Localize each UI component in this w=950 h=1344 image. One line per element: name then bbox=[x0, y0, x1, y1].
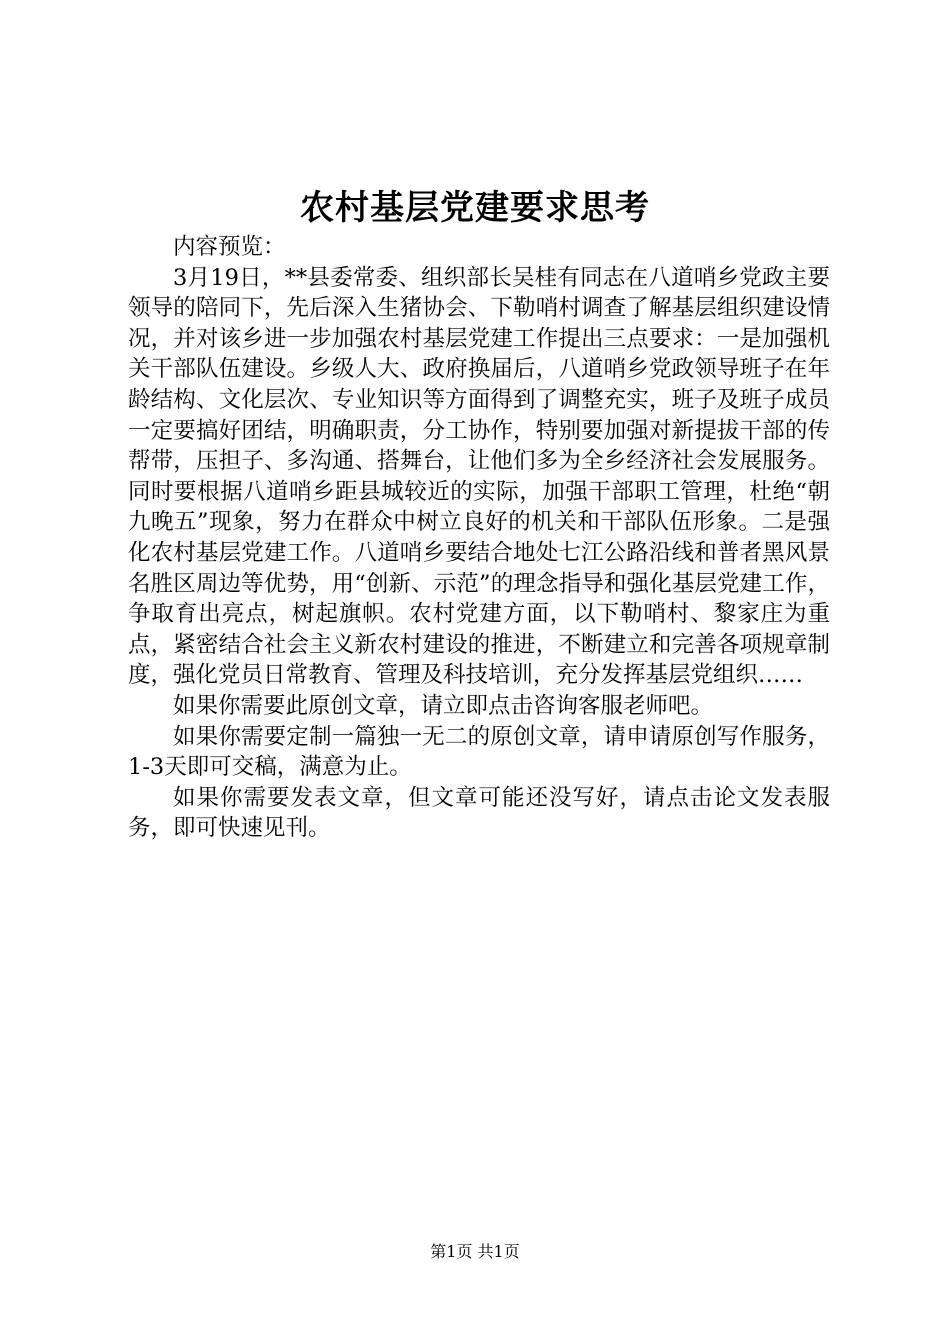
body-paragraph-publish-service: 如果你需要发表文章，但文章可能还没写好，请点击论文发表服务，即可快速见刊。 bbox=[128, 784, 830, 842]
body-paragraph-main: 3月19日，**县委常委、组织部长吴桂有同志在八道哨乡党政主要领导的陪同下，先后深入生猪协会、下勒哨村调查了解基层组织建设情况，并对该乡进一步加强农村基层党建工作提出三点要求：一是加强机关干部队伍建设。乡级人大、政府换届后，八道哨乡党政领导班子在年龄结构、文化层次、专业知识等方面得到了调整充实，班子及班子成员一定要搞好团结，明确职责，分工协作，特别要加强对新提拔干部的传帮带，压担子、多沟通、搭舞台，让他们多为全乡经济社会发展服务。同时要根据八道哨乡距县城较近的实际，加强干部职工管理，杜绝“朝九晚五”现象，努力在群众中树立良好的机关和干部队伍形象。二是强化农村基层党建工作。八道哨乡要结合地处七江公路沿线和普者黑风景名胜区周边等优势，用“创新、示范”的理念指导和强化基层党建工作，争取育出亮点，树起旗帜。农村党建方面，以下勒哨村、黎家庄为重点，紧密结合社会主义新农村建设的推进，不断建立和完善各项规章制度，强化党员日常教育、管理及科技培训，充分发挥基层党组织…… bbox=[128, 264, 830, 689]
document-body bbox=[128, 232, 830, 844]
document-title: 农村基层党建要求思考 bbox=[300, 188, 650, 228]
preview-label: 内容预览： bbox=[173, 234, 286, 260]
body-paragraph-contact: 如果你需要此原创文章，请立即点击咨询客服老师吧。 bbox=[173, 692, 714, 719]
page-number-footer: 第1页 共1页 bbox=[430, 1242, 520, 1261]
body-paragraph-custom-service: 如果你需要定制一篇独一无二的原创文章，请申请原创写作服务，1-3天即可交稿，满意为止。 bbox=[128, 723, 830, 781]
